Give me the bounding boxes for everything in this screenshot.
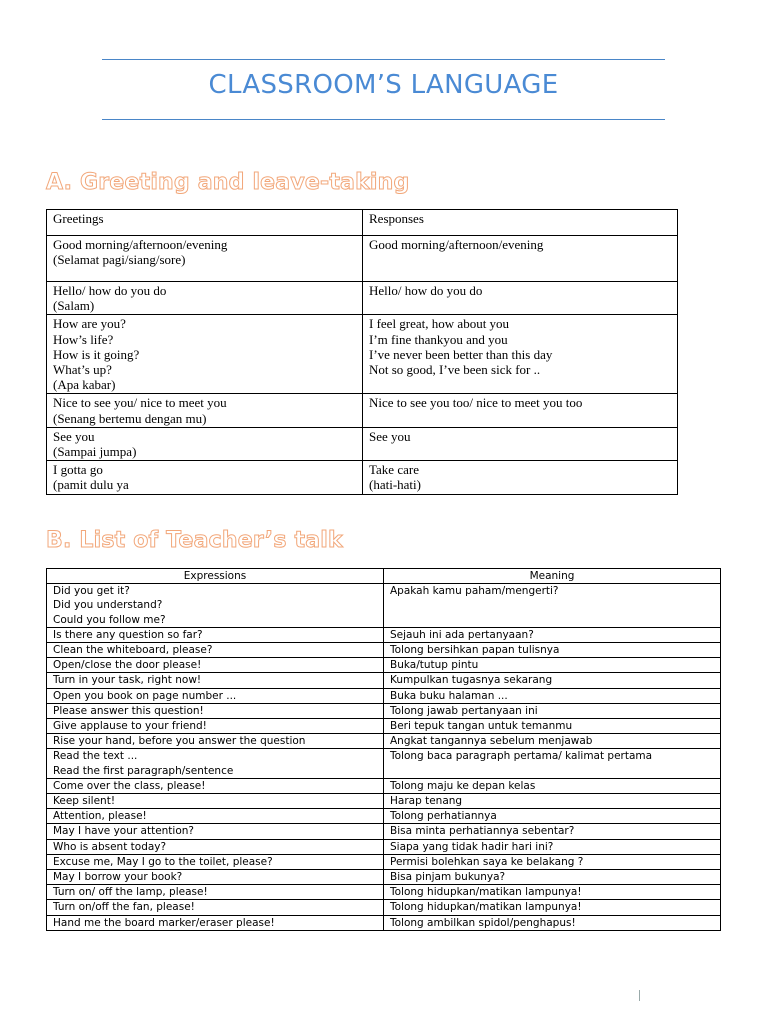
cell-line: Clean the whiteboard, please? [53, 644, 213, 657]
talk-row [47, 854, 721, 869]
cell-line: (hati-hati) [369, 477, 421, 493]
talk-row-left-cell [47, 673, 384, 688]
talk-row-left-cell [47, 885, 384, 900]
talk-row [47, 824, 721, 839]
talk-row [47, 734, 721, 749]
greeting-row [47, 427, 678, 460]
cell-line: I feel great, how about you [369, 316, 510, 332]
cell-line: Buka buku halaman ... [390, 689, 508, 702]
cell-line: Turn on/ off the lamp, please! [53, 886, 208, 899]
cell-line: (Salam) [53, 298, 95, 314]
cell-line: Bisa pinjam bukunya? [390, 871, 506, 884]
cell-line: How’s life? [53, 331, 114, 347]
cell-line: Take care [369, 462, 419, 478]
talk-row-left-cell [47, 824, 384, 839]
section-b-heading: B. List of Teacher’s talk [46, 528, 343, 553]
cell-line: Excuse me, May I go to the toilet, please? [53, 855, 273, 868]
talk-row [47, 839, 721, 854]
talk-row [47, 703, 721, 718]
talk-row-right-cell [384, 734, 721, 749]
talk-row-right-cell [384, 719, 721, 734]
cell-line: Sejauh ini ada pertanyaan? [390, 628, 534, 641]
expressions-header-cell: Expressions [47, 569, 384, 584]
cell-line: Open/close the door please! [53, 659, 202, 672]
talk-row-right-cell [384, 749, 721, 778]
talk-row-right-cell [384, 809, 721, 824]
cell-line: Turn in your task, right now! [53, 674, 202, 687]
cell-line: Tolong ambilkan spidol/penghapus! [390, 916, 576, 929]
greeting-row-left-cell [47, 461, 363, 494]
cell-line: How is it going? [53, 346, 140, 362]
cell-line: Open you book on page number ... [53, 689, 237, 702]
talk-row-right-cell [384, 584, 721, 628]
cell-line: Tolong bersihkan papan tulisnya [390, 644, 560, 657]
cell-line: Good morning/afternoon/evening [53, 237, 228, 252]
greeting-row [47, 315, 678, 394]
talk-row-left-cell [47, 734, 384, 749]
cell-line: Tolong jawab pertanyaan ini [390, 704, 538, 717]
talk-row [47, 658, 721, 673]
cell-line: See you [369, 428, 411, 444]
talk-row-right-cell [384, 854, 721, 869]
talk-row-left-cell [47, 854, 384, 869]
cell-line: I gotta go [53, 462, 103, 478]
cell-line: Keep silent! [53, 795, 116, 808]
greeting-row [47, 461, 678, 494]
talk-row [47, 749, 721, 778]
talk-row-right-cell [384, 703, 721, 718]
cell-line: Beri tepuk tangan untuk temanmu [390, 720, 573, 733]
cell-line: I’m fine thankyou and you [369, 331, 508, 347]
cell-line: Kumpulkan tugasnya sekarang [390, 674, 553, 687]
greeting-row-left-cell [47, 315, 363, 394]
cell-line: I’ve never been better than this day [369, 346, 553, 362]
title-rule-bottom [102, 119, 665, 120]
cell-line: (pamit dulu ya [53, 477, 129, 493]
talk-row [47, 778, 721, 793]
talk-row-left-cell [47, 658, 384, 673]
cell-line: Tolong hidupkan/matikan lampunya! [390, 886, 582, 899]
talk-row-right-cell [384, 870, 721, 885]
talk-row [47, 719, 721, 734]
section-a-heading: A. Greeting and leave-taking [46, 170, 410, 195]
cell-line: Apakah kamu paham/mengerti? [390, 585, 559, 598]
greeting-row-right-cell [363, 315, 678, 394]
cell-line: Hand me the board marker/eraser please! [53, 916, 275, 929]
talk-row [47, 673, 721, 688]
talk-row-right-cell [384, 658, 721, 673]
cell-line: May I have your attention? [53, 825, 194, 838]
talk-row-right-cell [384, 643, 721, 658]
talk-row [47, 584, 721, 628]
cell-line: Rise your hand, before you answer the question [53, 735, 306, 748]
page-marker [639, 990, 640, 1001]
greetings-table [46, 209, 678, 495]
cell-line: Permisi bolehkan saya ke belakang ? [390, 855, 584, 868]
greetings-header-cell: Greetings [47, 210, 363, 236]
cell-line: Harap tenang [390, 795, 463, 808]
cell-line: Tolong hidupkan/matikan lampunya! [390, 901, 582, 914]
cell-line: Tolong maju ke depan kelas [390, 779, 536, 792]
cell-line: Could you follow me? [53, 613, 166, 626]
greeting-row-left-cell [47, 236, 363, 282]
greeting-row-right-cell [363, 394, 678, 427]
talk-row-left-cell [47, 688, 384, 703]
responses-header-cell: Responses [363, 210, 678, 236]
talk-row-left-cell [47, 703, 384, 718]
title-rule-top [102, 59, 665, 60]
talk-row-left-cell [47, 643, 384, 658]
talk-row-right-cell [384, 794, 721, 809]
talk-row-left-cell [47, 778, 384, 793]
talk-row-right-cell [384, 885, 721, 900]
talk-row [47, 627, 721, 642]
talk-row [47, 809, 721, 824]
cell-line: Hello/ how do you do [369, 283, 483, 298]
talk-row-left-cell [47, 627, 384, 642]
talk-row-left-cell [47, 749, 384, 778]
greeting-row-left-cell [47, 282, 363, 315]
cell-line: Who is absent today? [53, 840, 167, 853]
cell-line: Give applause to your friend! [53, 720, 207, 733]
cell-line: (Apa kabar) [53, 377, 116, 393]
cell-line: Good morning/afternoon/evening [369, 237, 544, 252]
greeting-row-right-cell [363, 236, 678, 282]
cell-line: Buka/tutup pintu [390, 659, 479, 672]
talk-row [47, 794, 721, 809]
teacher-talk-table [46, 568, 721, 931]
talk-row-right-cell [384, 688, 721, 703]
cell-line: Siapa yang tidak hadir hari ini? [390, 840, 554, 853]
greeting-row-right-cell [363, 282, 678, 315]
talk-row-left-cell [47, 584, 384, 628]
talk-row-left-cell [47, 915, 384, 930]
cell-line: Turn on/off the fan, please! [53, 901, 195, 914]
cell-line: Please answer this question! [53, 704, 204, 717]
page-title: CLASSROOM’S LANGUAGE [208, 70, 559, 100]
talk-row-left-cell [47, 809, 384, 824]
cell-line: Did you understand? [53, 599, 163, 612]
cell-line: What’s up? [53, 362, 112, 378]
cell-line: Hello/ how do you do [53, 283, 167, 298]
cell-line: Bisa minta perhatiannya sebentar? [390, 825, 575, 838]
cell-line: May I borrow your book? [53, 871, 183, 884]
cell-line: Nice to see you/ nice to meet you [53, 395, 227, 411]
cell-line: Read the first paragraph/sentence [53, 764, 234, 777]
cell-line: See you [53, 428, 95, 444]
talk-row [47, 643, 721, 658]
cell-line: Attention, please! [53, 810, 147, 823]
talk-row-right-cell [384, 673, 721, 688]
cell-line: Read the text ... [53, 750, 138, 763]
greeting-row [47, 394, 678, 427]
cell-line: How are you? [53, 316, 126, 332]
talk-row-right-cell [384, 915, 721, 930]
talk-row [47, 915, 721, 930]
talk-row-left-cell [47, 900, 384, 915]
talk-row-right-cell [384, 778, 721, 793]
cell-line: (Sampai jumpa) [53, 444, 137, 460]
talk-row-left-cell [47, 794, 384, 809]
cell-line: (Senang bertemu dengan mu) [53, 410, 207, 426]
greeting-row-left-cell [47, 394, 363, 427]
greeting-row-right-cell [363, 427, 678, 460]
talk-row-right-cell [384, 900, 721, 915]
cell-line: Come over the class, please! [53, 779, 206, 792]
talk-row-left-cell [47, 719, 384, 734]
cell-line: Did you get it? [53, 585, 130, 598]
greeting-row [47, 282, 678, 315]
talk-row-right-cell [384, 627, 721, 642]
greeting-row [47, 236, 678, 282]
talk-row [47, 870, 721, 885]
cell-line: Tolong baca paragraph pertama/ kalimat pertama [390, 750, 653, 763]
talk-row [47, 900, 721, 915]
greeting-row-right-cell [363, 461, 678, 494]
meaning-header-cell: Meaning [384, 569, 721, 584]
cell-line: Nice to see you too/ nice to meet you too [369, 395, 583, 411]
cell-line: Tolong perhatiannya [390, 810, 497, 823]
cell-line: Not so good, I’ve been sick for .. [369, 362, 541, 378]
talk-row [47, 688, 721, 703]
greeting-row-left-cell [47, 427, 363, 460]
cell-line: Angkat tangannya sebelum menjawab [390, 735, 593, 748]
talk-row [47, 885, 721, 900]
teacher-talk-table-header [47, 569, 721, 584]
talk-row-right-cell [384, 824, 721, 839]
cell-line: (Selamat pagi/siang/sore) [53, 252, 186, 268]
talk-row-left-cell [47, 870, 384, 885]
talk-row-right-cell [384, 839, 721, 854]
cell-line: Is there any question so far? [53, 628, 203, 641]
talk-row-left-cell [47, 839, 384, 854]
greetings-table-header [47, 210, 678, 236]
